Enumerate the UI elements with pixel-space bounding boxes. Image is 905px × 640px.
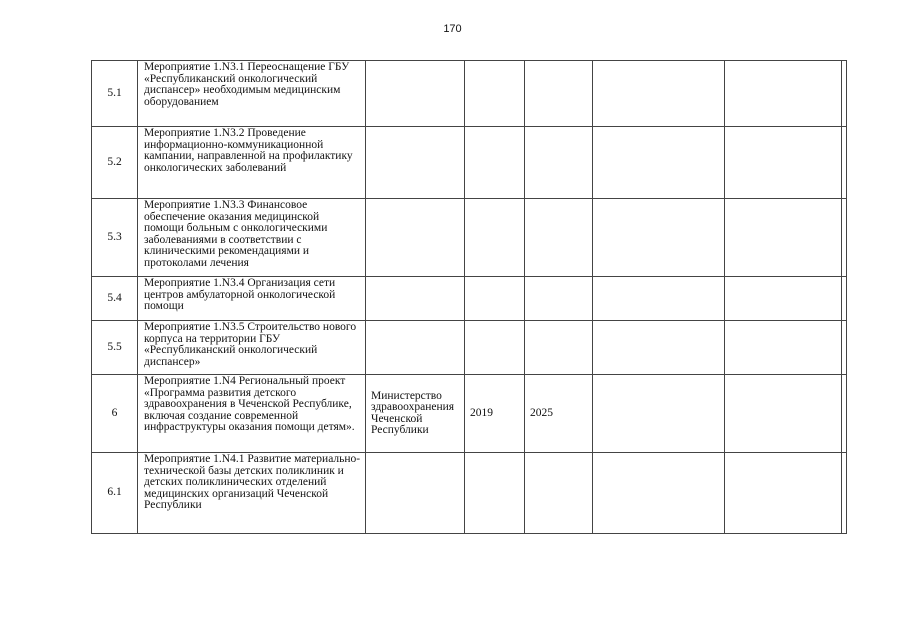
row-number: 5.5: [92, 321, 138, 375]
event-description: Мероприятие 1.N3.5 Строительство нового корпуса на территории ГБУ «Республиканский онкологический диспансер»: [138, 321, 366, 375]
executor-cell: [366, 321, 465, 375]
event-description: Мероприятие 1.N4 Региональный проект «Программа развития детского здравоохранения в Чеченской Республике, включая создание современной инфраструктуры оказания помощи детям».: [138, 375, 366, 453]
empty-cell: [725, 199, 842, 277]
table-row: [92, 277, 847, 321]
empty-cell: [842, 61, 847, 127]
empty-cell: [842, 199, 847, 277]
row-number: 5.2: [92, 127, 138, 199]
page-number: 170: [443, 23, 462, 35]
start-year-cell: [465, 127, 525, 199]
end-year-cell: [525, 127, 593, 199]
table-row: [92, 127, 847, 199]
end-year-cell: [525, 277, 593, 321]
start-year-cell: 2019: [465, 375, 525, 453]
event-description: Мероприятие 1.N4.1 Развитие материально-технической базы детских поликлиник и детских поликлинических отделений медицинских организаций Чеченской Республики: [138, 453, 366, 534]
empty-cell: [593, 277, 725, 321]
table-row: [92, 61, 847, 127]
program-events-table: [91, 60, 847, 534]
empty-cell: [842, 375, 847, 453]
table-row: [92, 375, 847, 453]
empty-cell: [842, 453, 847, 534]
empty-cell: [725, 375, 842, 453]
empty-cell: [725, 321, 842, 375]
empty-cell: [725, 453, 842, 534]
empty-cell: [593, 375, 725, 453]
empty-cell: [593, 453, 725, 534]
start-year-cell: [465, 453, 525, 534]
executor-cell: [366, 277, 465, 321]
empty-cell: [842, 127, 847, 199]
executor-cell: [366, 127, 465, 199]
row-number: 6.1: [92, 453, 138, 534]
start-year-cell: [465, 199, 525, 277]
row-number: 6: [92, 375, 138, 453]
start-year-cell: [465, 321, 525, 375]
event-description: Мероприятие 1.N3.1 Переоснащение ГБУ «Республиканский онкологический диспансер» необходимым медицинским оборудованием: [138, 61, 366, 127]
start-year-cell: [465, 61, 525, 127]
empty-cell: [725, 127, 842, 199]
table-row: [92, 453, 847, 534]
empty-cell: [842, 277, 847, 321]
empty-cell: [725, 61, 842, 127]
empty-cell: [593, 199, 725, 277]
row-number: 5.1: [92, 61, 138, 127]
end-year-cell: [525, 321, 593, 375]
executor-cell: [366, 453, 465, 534]
table-row: [92, 321, 847, 375]
empty-cell: [593, 61, 725, 127]
row-number: 5.3: [92, 199, 138, 277]
row-number: 5.4: [92, 277, 138, 321]
event-description: Мероприятие 1.N3.4 Организация сети центров амбулаторной онкологической помощи: [138, 277, 366, 321]
empty-cell: [842, 321, 847, 375]
end-year-cell: [525, 199, 593, 277]
table-row: [92, 199, 847, 277]
end-year-cell: 2025: [525, 375, 593, 453]
empty-cell: [593, 321, 725, 375]
empty-cell: [593, 127, 725, 199]
executor-cell: [366, 61, 465, 127]
executor-cell: [366, 199, 465, 277]
event-description: Мероприятие 1.N3.2 Проведение информационно-коммуникационной кампании, направленной на профилактику онкологических заболеваний: [138, 127, 366, 199]
end-year-cell: [525, 61, 593, 127]
executor-cell: Министерство здравоохранения Чеченской Республики: [366, 375, 465, 453]
event-description: Мероприятие 1.N3.3 Финансовое обеспечение оказания медицинской помощи больным с онкологическими заболеваниями в соответствии с клиническими рекомендациями и протоколами лечения: [138, 199, 366, 277]
empty-cell: [725, 277, 842, 321]
end-year-cell: [525, 453, 593, 534]
start-year-cell: [465, 277, 525, 321]
